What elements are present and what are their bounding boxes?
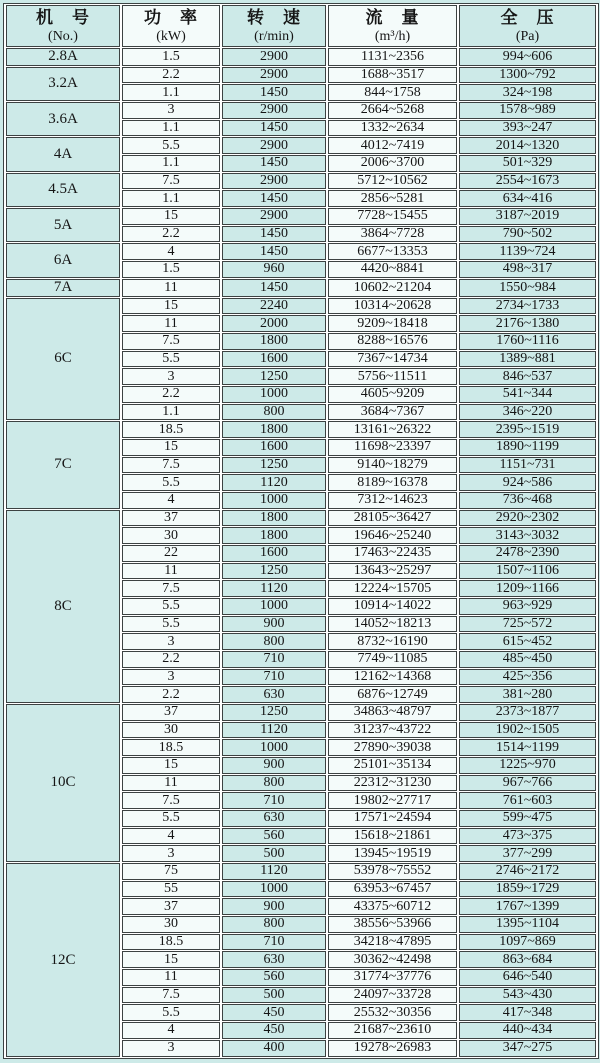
pressure-cell: 967~766: [459, 775, 596, 792]
power-cell: 15: [122, 298, 220, 315]
flow-cell: 4012~7419: [328, 137, 457, 154]
power-cell: 5.5: [122, 616, 220, 633]
header-speed: [222, 5, 326, 47]
speed-cell: 1000: [222, 492, 326, 509]
power-cell: 3: [122, 1040, 220, 1057]
pressure-cell: 863~684: [459, 951, 596, 968]
flow-cell: 7367~14734: [328, 351, 457, 368]
speed-cell: 400: [222, 1040, 326, 1057]
flow-cell: 1332~2634: [328, 120, 457, 137]
pressure-cell: 381~280: [459, 686, 596, 703]
speed-cell: 1000: [222, 598, 326, 615]
speed-cell: 710: [222, 792, 326, 809]
speed-cell: 900: [222, 898, 326, 915]
speed-cell: 1800: [222, 510, 326, 527]
flow-cell: 12162~14368: [328, 669, 457, 686]
model-cell: 2.8A: [6, 48, 120, 66]
power-cell: 11: [122, 279, 220, 297]
flow-cell: 8288~16576: [328, 333, 457, 350]
pressure-cell: 1225~970: [459, 757, 596, 774]
power-cell: 22: [122, 545, 220, 562]
header-speed-sub: (r/min): [254, 28, 294, 44]
flow-cell: 30362~42498: [328, 951, 457, 968]
flow-cell: 844~1758: [328, 84, 457, 101]
power-cell: 5.5: [122, 598, 220, 615]
speed-cell: 1120: [222, 722, 326, 739]
power-cell: 1.1: [122, 404, 220, 421]
speed-cell: 900: [222, 757, 326, 774]
flow-cell: 14052~18213: [328, 616, 457, 633]
flow-cell: 1688~3517: [328, 67, 457, 84]
pressure-cell: 485~450: [459, 651, 596, 668]
flow-cell: 19278~26983: [328, 1040, 457, 1057]
speed-cell: 800: [222, 404, 326, 421]
flow-cell: 13945~19519: [328, 845, 457, 862]
pressure-cell: 1514~1199: [459, 739, 596, 756]
model-cell: 12C: [6, 863, 120, 1057]
table-row: [6, 208, 596, 225]
pressure-cell: 1139~724: [459, 243, 596, 260]
speed-cell: 1000: [222, 881, 326, 898]
table-row: [6, 173, 596, 190]
flow-cell: 8189~16378: [328, 474, 457, 491]
power-cell: 30: [122, 916, 220, 933]
pressure-cell: 543~430: [459, 987, 596, 1004]
pressure-cell: 3187~2019: [459, 208, 596, 225]
table-row: [6, 102, 596, 119]
speed-cell: 800: [222, 775, 326, 792]
pressure-cell: 417~348: [459, 1004, 596, 1021]
pressure-cell: 1300~792: [459, 67, 596, 84]
flow-cell: 9209~18418: [328, 315, 457, 332]
flow-cell: 34863~48797: [328, 704, 457, 721]
speed-cell: 1800: [222, 421, 326, 438]
power-cell: 15: [122, 208, 220, 225]
pressure-cell: 2746~2172: [459, 863, 596, 880]
pressure-cell: 846~537: [459, 368, 596, 385]
model-cell: 6A: [6, 243, 120, 277]
power-cell: 5.5: [122, 1004, 220, 1021]
flow-cell: 5712~10562: [328, 173, 457, 190]
pressure-cell: 1550~984: [459, 279, 596, 297]
power-cell: 15: [122, 439, 220, 456]
speed-cell: 500: [222, 987, 326, 1004]
speed-cell: 2900: [222, 137, 326, 154]
speed-cell: 2240: [222, 298, 326, 315]
flow-cell: 13161~26322: [328, 421, 457, 438]
speed-cell: 2000: [222, 315, 326, 332]
table-row: [6, 279, 596, 297]
flow-cell: 21687~23610: [328, 1022, 457, 1039]
pressure-cell: 2554~1673: [459, 173, 596, 190]
flow-cell: 15618~21861: [328, 828, 457, 845]
header-pressure-sub: (Pa): [515, 28, 540, 44]
model-cell: 3.6A: [6, 102, 120, 136]
pressure-cell: 994~606: [459, 48, 596, 66]
speed-cell: 710: [222, 669, 326, 686]
flow-cell: 13643~25297: [328, 563, 457, 580]
pressure-cell: 377~299: [459, 845, 596, 862]
pressure-cell: 599~475: [459, 810, 596, 827]
power-cell: 11: [122, 563, 220, 580]
pressure-cell: 3143~3032: [459, 527, 596, 544]
flow-cell: 25532~30356: [328, 1004, 457, 1021]
flow-cell: 3684~7367: [328, 404, 457, 421]
speed-cell: 630: [222, 810, 326, 827]
power-cell: 37: [122, 704, 220, 721]
model-cell: 6C: [6, 298, 120, 421]
header-flow: [328, 5, 457, 47]
pressure-cell: 1389~881: [459, 351, 596, 368]
flow-cell: 17571~24594: [328, 810, 457, 827]
power-cell: 30: [122, 527, 220, 544]
flow-cell: 25101~35134: [328, 757, 457, 774]
power-cell: 3: [122, 368, 220, 385]
pressure-cell: 963~929: [459, 598, 596, 615]
pressure-cell: 501~329: [459, 155, 596, 172]
power-cell: 15: [122, 757, 220, 774]
flow-cell: 34218~47895: [328, 934, 457, 951]
flow-cell: 2664~5268: [328, 102, 457, 119]
spec-table-body: [6, 48, 596, 1057]
power-cell: 75: [122, 863, 220, 880]
speed-cell: 1250: [222, 457, 326, 474]
speed-cell: 1600: [222, 545, 326, 562]
power-cell: 1.1: [122, 84, 220, 101]
pressure-cell: 1395~1104: [459, 916, 596, 933]
power-cell: 3: [122, 102, 220, 119]
flow-cell: 22312~31230: [328, 775, 457, 792]
pressure-cell: 1151~731: [459, 457, 596, 474]
flow-cell: 12224~15705: [328, 580, 457, 597]
model-cell: 5A: [6, 208, 120, 242]
power-cell: 18.5: [122, 934, 220, 951]
header-power-sub: (kW): [156, 28, 186, 44]
power-cell: 37: [122, 510, 220, 527]
flow-cell: 7728~15455: [328, 208, 457, 225]
pressure-cell: 1760~1116: [459, 333, 596, 350]
power-cell: 11: [122, 775, 220, 792]
power-cell: 18.5: [122, 739, 220, 756]
pressure-cell: 790~502: [459, 226, 596, 243]
power-cell: 37: [122, 898, 220, 915]
pressure-cell: 2734~1733: [459, 298, 596, 315]
flow-cell: 19802~27717: [328, 792, 457, 809]
power-cell: 11: [122, 315, 220, 332]
header-model-sub: (No.): [48, 28, 78, 44]
header-power-zh: 功 率: [144, 7, 198, 28]
table-row: [6, 67, 596, 84]
pressure-cell: 1890~1199: [459, 439, 596, 456]
table-row: [6, 421, 596, 438]
power-cell: 7.5: [122, 457, 220, 474]
pressure-cell: 761~603: [459, 792, 596, 809]
flow-cell: 17463~22435: [328, 545, 457, 562]
speed-cell: 710: [222, 651, 326, 668]
speed-cell: 1250: [222, 704, 326, 721]
flow-cell: 10314~20628: [328, 298, 457, 315]
power-cell: 2.2: [122, 686, 220, 703]
model-cell: 4A: [6, 137, 120, 171]
speed-cell: 1450: [222, 84, 326, 101]
pressure-cell: 1859~1729: [459, 881, 596, 898]
pressure-cell: 2478~2390: [459, 545, 596, 562]
header-flow-sub: (m³/h): [374, 28, 411, 44]
pressure-cell: 347~275: [459, 1040, 596, 1057]
speed-cell: 1450: [222, 226, 326, 243]
power-cell: 7.5: [122, 792, 220, 809]
speed-cell: 2900: [222, 208, 326, 225]
speed-cell: 960: [222, 261, 326, 278]
flow-cell: 11698~23397: [328, 439, 457, 456]
power-cell: 15: [122, 951, 220, 968]
speed-cell: 2900: [222, 48, 326, 66]
power-cell: 30: [122, 722, 220, 739]
flow-cell: 27890~39038: [328, 739, 457, 756]
pressure-cell: 2373~1877: [459, 704, 596, 721]
flow-cell: 7312~14623: [328, 492, 457, 509]
table-row: [6, 137, 596, 154]
flow-cell: 10914~14022: [328, 598, 457, 615]
power-cell: 5.5: [122, 351, 220, 368]
flow-cell: 6677~13353: [328, 243, 457, 260]
pressure-cell: 924~586: [459, 474, 596, 491]
table-row: [6, 298, 596, 315]
flow-cell: 31774~37776: [328, 969, 457, 986]
speed-cell: 1800: [222, 527, 326, 544]
model-cell: 4.5A: [6, 173, 120, 207]
pressure-cell: 725~572: [459, 616, 596, 633]
pressure-cell: 1902~1505: [459, 722, 596, 739]
speed-cell: 1800: [222, 333, 326, 350]
header-model-zh: 机 号: [36, 7, 90, 28]
speed-cell: 1000: [222, 386, 326, 403]
speed-cell: 1450: [222, 279, 326, 297]
speed-cell: 710: [222, 934, 326, 951]
pressure-cell: 1767~1399: [459, 898, 596, 915]
pressure-cell: 615~452: [459, 633, 596, 650]
speed-cell: 800: [222, 916, 326, 933]
flow-cell: 38556~53966: [328, 916, 457, 933]
speed-cell: 1450: [222, 120, 326, 137]
speed-cell: 560: [222, 828, 326, 845]
pressure-cell: 1507~1106: [459, 563, 596, 580]
flow-cell: 43375~60712: [328, 898, 457, 915]
speed-cell: 630: [222, 686, 326, 703]
pressure-cell: 736~468: [459, 492, 596, 509]
power-cell: 4: [122, 492, 220, 509]
model-cell: 3.2A: [6, 67, 120, 101]
speed-cell: 560: [222, 969, 326, 986]
power-cell: 55: [122, 881, 220, 898]
power-cell: 7.5: [122, 333, 220, 350]
power-cell: 3: [122, 845, 220, 862]
speed-cell: 1250: [222, 368, 326, 385]
power-cell: 18.5: [122, 421, 220, 438]
header-power: [122, 5, 220, 47]
table-row: [6, 243, 596, 260]
flow-cell: 1131~2356: [328, 48, 457, 66]
pressure-cell: 541~344: [459, 386, 596, 403]
flow-cell: 2006~3700: [328, 155, 457, 172]
flow-cell: 7749~11085: [328, 651, 457, 668]
flow-cell: 31237~43722: [328, 722, 457, 739]
flow-cell: 19646~25240: [328, 527, 457, 544]
power-cell: 4: [122, 243, 220, 260]
header-model: [6, 5, 120, 47]
speed-cell: 1120: [222, 474, 326, 491]
speed-cell: 1000: [222, 739, 326, 756]
header-speed-zh: 转 速: [247, 7, 301, 28]
pressure-cell: 473~375: [459, 828, 596, 845]
power-cell: 5.5: [122, 810, 220, 827]
model-cell: 8C: [6, 510, 120, 703]
model-cell: 7C: [6, 421, 120, 508]
power-cell: 3: [122, 633, 220, 650]
header-pressure: [459, 5, 596, 47]
flow-cell: 63953~67457: [328, 881, 457, 898]
power-cell: 5.5: [122, 137, 220, 154]
pressure-cell: 2014~1320: [459, 137, 596, 154]
speed-cell: 2900: [222, 173, 326, 190]
power-cell: 2.2: [122, 651, 220, 668]
speed-cell: 450: [222, 1022, 326, 1039]
speed-cell: 630: [222, 951, 326, 968]
model-cell: 7A: [6, 279, 120, 297]
fan-spec-table: [3, 3, 599, 1059]
pressure-cell: 2176~1380: [459, 315, 596, 332]
pressure-cell: 634~416: [459, 190, 596, 207]
pressure-cell: 498~317: [459, 261, 596, 278]
flow-cell: 4605~9209: [328, 386, 457, 403]
power-cell: 1.1: [122, 190, 220, 207]
speed-cell: 450: [222, 1004, 326, 1021]
pressure-cell: 425~356: [459, 669, 596, 686]
power-cell: 7.5: [122, 173, 220, 190]
power-cell: 1.5: [122, 261, 220, 278]
pressure-cell: 440~434: [459, 1022, 596, 1039]
flow-cell: 28105~36427: [328, 510, 457, 527]
power-cell: 1.5: [122, 48, 220, 66]
table-row: [6, 510, 596, 527]
speed-cell: 1450: [222, 190, 326, 207]
table-row: [6, 863, 596, 880]
speed-cell: 2900: [222, 102, 326, 119]
power-cell: 2.2: [122, 386, 220, 403]
pressure-cell: 1578~989: [459, 102, 596, 119]
header-row: [6, 5, 596, 47]
flow-cell: 4420~8841: [328, 261, 457, 278]
flow-cell: 10602~21204: [328, 279, 457, 297]
power-cell: 7.5: [122, 987, 220, 1004]
flow-cell: 2856~5281: [328, 190, 457, 207]
pressure-cell: 393~247: [459, 120, 596, 137]
power-cell: 4: [122, 828, 220, 845]
flow-cell: 8732~16190: [328, 633, 457, 650]
speed-cell: 1120: [222, 580, 326, 597]
pressure-cell: 646~540: [459, 969, 596, 986]
speed-cell: 1120: [222, 863, 326, 880]
table-row: [6, 48, 596, 66]
speed-cell: 800: [222, 633, 326, 650]
power-cell: 2.2: [122, 67, 220, 84]
speed-cell: 1600: [222, 439, 326, 456]
power-cell: 7.5: [122, 580, 220, 597]
power-cell: 11: [122, 969, 220, 986]
power-cell: 2.2: [122, 226, 220, 243]
power-cell: 3: [122, 669, 220, 686]
pressure-cell: 324~198: [459, 84, 596, 101]
flow-cell: 9140~18279: [328, 457, 457, 474]
header-pressure-zh: 全 压: [500, 7, 555, 28]
pressure-cell: 2395~1519: [459, 421, 596, 438]
speed-cell: 1450: [222, 155, 326, 172]
flow-cell: 6876~12749: [328, 686, 457, 703]
power-cell: 5.5: [122, 474, 220, 491]
power-cell: 1.1: [122, 120, 220, 137]
pressure-cell: 2920~2302: [459, 510, 596, 527]
pressure-cell: 346~220: [459, 404, 596, 421]
header-flow-zh: 流 量: [365, 7, 420, 28]
table-row: [6, 704, 596, 721]
table-header: [6, 5, 596, 47]
speed-cell: 1450: [222, 243, 326, 260]
power-cell: 4: [122, 1022, 220, 1039]
speed-cell: 500: [222, 845, 326, 862]
speed-cell: 900: [222, 616, 326, 633]
flow-cell: 3864~7728: [328, 226, 457, 243]
speed-cell: 1600: [222, 351, 326, 368]
power-cell: 1.1: [122, 155, 220, 172]
pressure-cell: 1209~1166: [459, 580, 596, 597]
flow-cell: 53978~75552: [328, 863, 457, 880]
flow-cell: 5756~11511: [328, 368, 457, 385]
speed-cell: 1250: [222, 563, 326, 580]
speed-cell: 2900: [222, 67, 326, 84]
pressure-cell: 1097~869: [459, 934, 596, 951]
model-cell: 10C: [6, 704, 120, 862]
flow-cell: 24097~33728: [328, 987, 457, 1004]
